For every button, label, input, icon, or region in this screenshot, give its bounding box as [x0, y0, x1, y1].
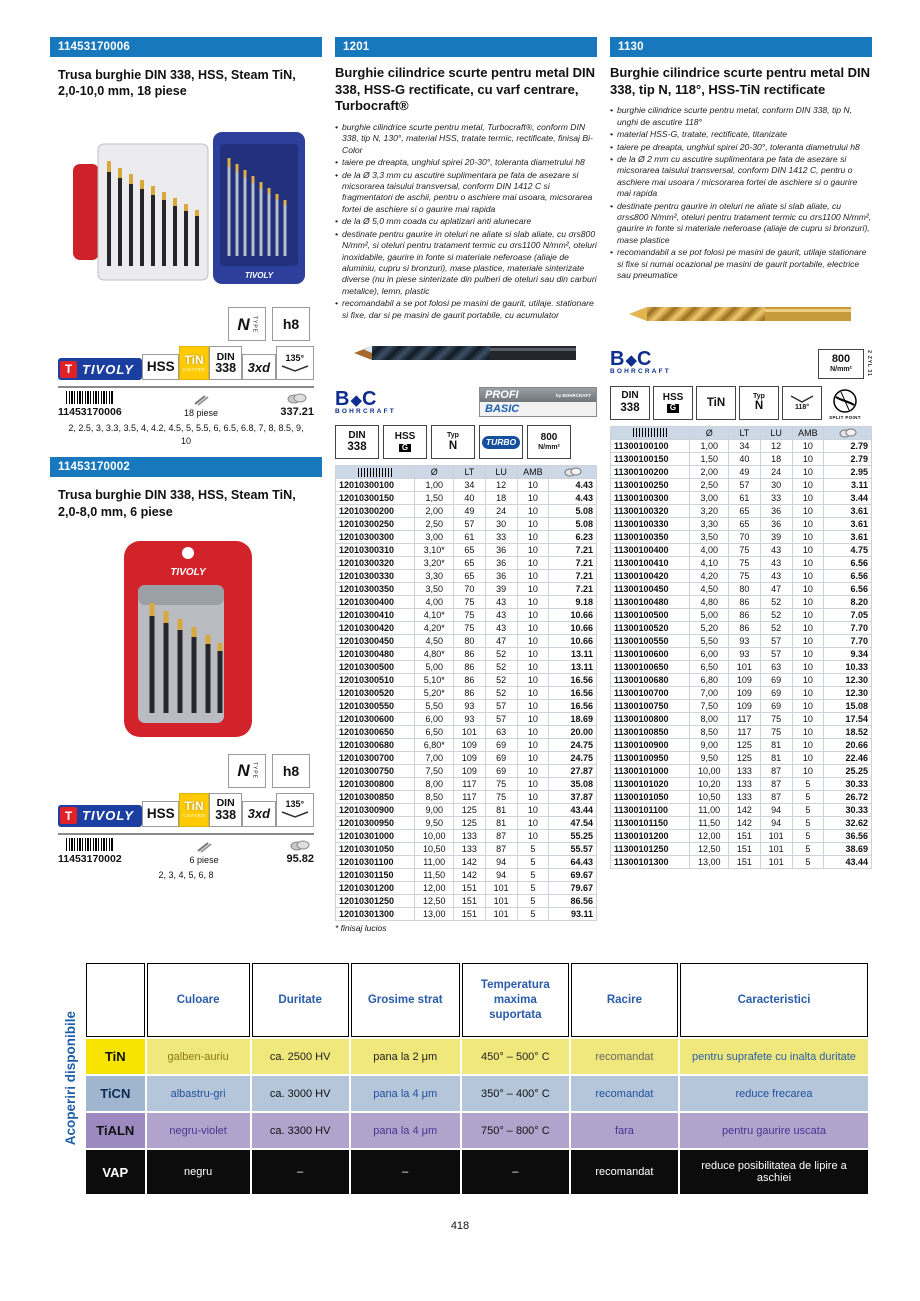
- badge-row-bottom: [58, 346, 314, 380]
- table-row: 12010300200 2,00 49 24 10 5.08: [336, 505, 597, 518]
- table-row: 12010300950 9,50 125 81 10 47.54: [336, 817, 597, 830]
- left-column: [50, 37, 322, 933]
- product-photo-6pc: [58, 524, 314, 752]
- table-row: 12010300100 1,00 34 12 10 4.43: [336, 479, 597, 492]
- barcode-icon: [66, 391, 114, 404]
- bullet-item: • material HSS-G, tratate, rectificate, titanizate: [610, 129, 872, 140]
- table-row: 11300100150 1,50 40 18 10 2.79: [611, 452, 872, 465]
- table-row: 11300100680 6,80 109 69 10 12.30: [611, 673, 872, 686]
- drill-tip-icon: [280, 809, 310, 819]
- col-amb: AMB: [517, 466, 549, 479]
- badge-row-top: [58, 754, 314, 788]
- series-code-bar: [610, 37, 872, 57]
- coatings-table: [84, 961, 870, 1196]
- bohrcraft-logo: B◆C BOHRCRAFT: [610, 348, 671, 376]
- product-title: Trusa burghie DIN 338, HSS, Steam TiN, 2,0-10,0 mm, 18 piese: [58, 68, 296, 99]
- coatings-header-row: [86, 963, 868, 1037]
- drill-bit-image: [346, 331, 586, 375]
- bullet-item: • recomandabil a se pot folosi pe masini de gaurit, utilaje. stationare si fixe, dar si pe masini de gaurit portabile, cu acumulator: [335, 298, 597, 321]
- 3xd-badge: 3xd: [242, 354, 275, 380]
- diamond-icon: ◆: [350, 391, 362, 409]
- h8-tolerance-badge: h8: [272, 754, 310, 788]
- table-row: 12010300600 6,00 93 57 10 18.69: [336, 713, 597, 726]
- table-row: 11300100400 4,00 75 43 10 4.75: [611, 543, 872, 556]
- series-code-bar: [335, 37, 597, 57]
- brand-logos-row: [610, 344, 872, 382]
- bullet-item: • taiere pe dreapta, unghiul spirei 20-30°, toleranta diametrului h8: [335, 157, 597, 168]
- coatings-side-label: Acoperiri disponibile: [62, 1011, 78, 1146]
- table-row: 11300101300 13,00 151 101 5 43.44: [611, 855, 872, 868]
- table-row: 12010301150 11,50 142 94 5 69.67: [336, 869, 597, 882]
- price-value: 337.21: [280, 406, 314, 419]
- bullet-item: • burghie cilindrice scurte pentru metal, conform DIN 338, tip N, unghi de ascutire 118°: [610, 105, 872, 128]
- col-lu: LU: [760, 426, 792, 439]
- series-title: Burghie cilindrice scurte pentru metal DIN 338, tip N, 118°, HSS-TiN rectificate: [610, 65, 871, 97]
- col-diameter: Ø: [690, 426, 729, 439]
- hss-badge: HSS: [142, 801, 179, 827]
- table-row: 12010300250 2,50 57 30 10 5.08: [336, 518, 597, 531]
- coating-row-tialn: TiALN negru-violet ca. 3300 HV pana la 4 μm 750° – 800° C fara pentru gaurire uscata: [86, 1113, 868, 1148]
- product-card-18pc: [50, 37, 322, 447]
- price-coins-icon: [290, 840, 310, 851]
- table-row: 11300100900 9,00 125 81 10 20.66: [611, 738, 872, 751]
- price-value: 95.82: [286, 852, 314, 865]
- header-caracteristici: Caracteristici: [680, 963, 868, 1037]
- table-row: 11300100420 4,20 75 43 10 6.56: [611, 569, 872, 582]
- typ-n-icon: Typ N: [431, 425, 475, 459]
- table-row: 11300100650 6,50 101 63 10 10.33: [611, 660, 872, 673]
- drill-photo: [335, 325, 597, 381]
- diamond-icon: ◆: [625, 352, 637, 370]
- spec-table-header: [336, 466, 597, 479]
- pieces-cell: [184, 394, 218, 418]
- table-row: 11300100500 5,00 86 52 10 7.05: [611, 608, 872, 621]
- table-row: 12010301200 12,00 151 101 5 79.67: [336, 882, 597, 895]
- angle-118-icon: 118°: [782, 386, 822, 420]
- right-column: [610, 37, 872, 933]
- series-code: 1201: [343, 41, 370, 53]
- svg-text:TIVOLY: TIVOLY: [170, 566, 206, 578]
- table-row: 11300100320 3,20 65 36 10 3.61: [611, 504, 872, 517]
- table-row: 12010300420 4,20* 75 43 10 10.66: [336, 622, 597, 635]
- coating-name: TiALN: [86, 1113, 145, 1148]
- tivoly-t-icon: T: [60, 361, 77, 378]
- order-code: 11453170006: [58, 406, 122, 419]
- table-row: 11300101100 11,00 142 94 5 30.33: [611, 803, 872, 816]
- table-row: 11300100250 2,50 57 30 10 3.11: [611, 478, 872, 491]
- series-title: Burghie cilindrice scurte pentru metal DIN 338, HSS-G rectificate, cu varf centrare, Turbocraft®: [335, 65, 596, 114]
- table-row: 12010300410 4,10* 75 43 10 10.66: [336, 609, 597, 622]
- table-row: 12010300500 5,00 86 52 10 13.11: [336, 661, 597, 674]
- drill-photo: [610, 286, 872, 342]
- tin-coated-badge: TiN COATED: [179, 346, 209, 380]
- table-row: 11300101250 12,50 151 101 5 38.69: [611, 842, 872, 855]
- tivoly-logo: [58, 805, 142, 827]
- tensile-badge-row: [818, 349, 872, 379]
- tin-icon: TiN: [696, 386, 736, 420]
- point-angle-badge: 135°: [276, 793, 314, 827]
- table-row: 12010300850 8,50 117 75 10 37.87: [336, 791, 597, 804]
- bullet-item: • recomandabil a se pot folosi pe masini de gaurit, utilaje stationare si fixe si numai ocazional pe masini de gaurit portabile, electrice sau pneumatice: [610, 247, 872, 281]
- table-row: 11300100200 2,00 49 24 10 2.95: [611, 465, 872, 478]
- table-row: 11300100300 3,00 61 33 10 3.44: [611, 491, 872, 504]
- sizes-list: 2, 3, 4, 5, 6, 8: [158, 869, 214, 880]
- col-lt: LT: [729, 426, 761, 439]
- bullet-item: • de la Ø 5,0 mm coada cu aplatizari anti alunecare: [335, 216, 597, 227]
- din-338-badge: DIN 338: [209, 793, 242, 827]
- spec-icons-row: [335, 425, 597, 459]
- table-row: 12010300750 7,50 109 69 10 27.87: [336, 765, 597, 778]
- table-row: 12010300320 3,20* 65 36 10 7.21: [336, 557, 597, 570]
- table-row: 12010300520 5,20* 86 52 10 16.56: [336, 687, 597, 700]
- table-row: 11300100330 3,30 65 36 10 3.61: [611, 517, 872, 530]
- coating-name: VAP: [86, 1150, 145, 1194]
- bullet-item: • taiere pe dreapta, unghiul spirei 20-30°, toleranta diametrului h8: [610, 142, 872, 153]
- tivoly-wordmark: TIVOLY: [82, 361, 134, 377]
- coating-row-vap: VAP negru – – – recomandat reduce posibilitatea de lipire a aschiei: [86, 1150, 868, 1194]
- badge-row-top: [58, 307, 314, 341]
- profi-basic-logo: PROFI by BOHRCRAFT BASIC: [479, 387, 597, 417]
- price-coins-icon: [564, 467, 582, 477]
- spec-table-header: [611, 426, 872, 439]
- product-code: 11453170002: [58, 461, 130, 474]
- table-row: 12010300510 5,10* 86 52 10 16.56: [336, 674, 597, 687]
- badge-row-bottom: [58, 793, 314, 827]
- sizes-list: 2, 2.5, 3, 3.3, 3.5, 4, 4.2, 4.5, 5, 5.5, 6, 6.5, 6.8, 7, 8, 8.5, 9, 10: [68, 423, 304, 446]
- product-card-6pc: [50, 457, 322, 881]
- table-row: 11300100850 8,50 117 75 10 18.52: [611, 725, 872, 738]
- order-code-cell: [58, 391, 122, 418]
- pieces-cell: [190, 841, 219, 865]
- table-row: 11300100520 5,20 86 52 10 7.70: [611, 621, 872, 634]
- table-row: 12010301250 12,50 151 101 5 86.56: [336, 895, 597, 908]
- coating-name: TiCN: [86, 1076, 145, 1111]
- din-338-icon: DIN 338: [335, 425, 379, 459]
- page-number: 418: [450, 1220, 470, 1233]
- tin-coated-badge: TiN COATED: [179, 793, 209, 827]
- drill-set-image: [61, 106, 311, 302]
- hss-badge: HSS: [142, 354, 179, 380]
- table-row: 12010300350 3,50 70 39 10 7.21: [336, 583, 597, 596]
- tivoly-wordmark: TIVOLY: [82, 808, 134, 824]
- header-grosime: Grosime strat: [351, 963, 460, 1037]
- price-cell: [286, 840, 314, 865]
- table-row: 12010300330 3,30 65 36 10 7.21: [336, 570, 597, 583]
- table-row: 11300101000 10,00 133 87 10 25.25: [611, 764, 872, 777]
- n-type-badge: N TYPE: [228, 754, 266, 788]
- bits-icon: [196, 841, 212, 853]
- table-row: 12010300650 6,50 101 63 10 20.00: [336, 726, 597, 739]
- feature-bullets: [610, 105, 872, 281]
- tensile-800-icon: 800 N/mm²: [527, 425, 571, 459]
- table-row: 12010301100 11,00 142 94 5 64.43: [336, 856, 597, 869]
- coatings-header-empty: [86, 963, 145, 1037]
- order-code-cell: [58, 838, 122, 865]
- din-338-badge: DIN 338: [209, 346, 242, 380]
- table-row: 12010300310 3,10* 65 36 10 7.21: [336, 544, 597, 557]
- bullet-item: • de la Ø 2 mm cu ascutire suplimentara pe fata de asezare si micsorarea taisului transversal, conform DIN 1412 C, pentru o aschiere mai usoara / micsorarea fortei de aschiere si o gaurire mai rapida: [610, 154, 872, 200]
- point-angle-badge: 135°: [276, 346, 314, 380]
- coating-row-ticn: TiCN albastru-gri ca. 3000 HV pana la 4 μm 350° – 400° C recomandat reduce frecarea: [86, 1076, 868, 1111]
- middle-column: [335, 37, 597, 933]
- price-cell: [280, 393, 314, 418]
- brand-logos-row: [335, 383, 597, 421]
- order-info-row: [58, 833, 314, 865]
- pieces-count: 18 piese: [183, 408, 219, 419]
- table-row: 11300100950 9,50 125 81 10 22.46: [611, 751, 872, 764]
- turbo-icon: TURBO: [479, 425, 523, 459]
- n-type-letter: N: [237, 314, 250, 334]
- drill-tip-icon: [280, 363, 310, 373]
- bullet-item: • de la Ø 3,3 mm cu ascutire suplimentara pe fata de asezare si micsorarea taisului transversal, conform DIN 1412 C si fragmentatori de aschii, pentru o aschiere mai usoara, micsorarea fortei de aschiere si o gaurire mai rapida: [335, 170, 597, 216]
- drill-bit-image: [621, 292, 861, 336]
- spec-table: [610, 426, 872, 869]
- product-code-bar: [50, 457, 322, 477]
- coatings-section: [56, 961, 870, 1196]
- table-row: 12010300550 5,50 93 57 10 16.56: [336, 700, 597, 713]
- table-row: 12010301300 13,00 151 101 5 93.11: [336, 908, 597, 921]
- barcode-icon: [358, 468, 392, 477]
- table-row: 11300100480 4,80 86 52 10 8.20: [611, 595, 872, 608]
- product-code: 11453170006: [58, 41, 130, 53]
- table-footnote: * finisaj lucios: [335, 923, 387, 934]
- order-code: 11453170002: [58, 852, 122, 865]
- barcode-icon: [633, 428, 667, 437]
- tensile-800-icon: 800 N/mm²: [818, 349, 864, 379]
- drill-case-image: [76, 527, 296, 749]
- table-row: 12010300450 4,50 80 47 10 10.66: [336, 635, 597, 648]
- series-code: 1130: [618, 41, 644, 53]
- price-coins-icon: [287, 393, 307, 404]
- product-title: Trusa burghie DIN 338, HSS, Steam TiN, 2,0-8,0 mm, 6 piese: [58, 488, 296, 519]
- col-diameter: Ø: [415, 466, 454, 479]
- table-row: 11300100410 4,10 75 43 10 6.56: [611, 556, 872, 569]
- din-338-icon: DIN 338: [610, 386, 650, 420]
- hss-g-icon: HSS G: [383, 425, 427, 459]
- header-duritate: Duritate: [252, 963, 349, 1037]
- product-photo-18pc: [58, 103, 314, 305]
- spec-icons-row: [610, 386, 872, 420]
- table-row: 12010300680 6,80* 109 69 10 24.75: [336, 739, 597, 752]
- table-row: 11300100550 5,50 93 57 10 7.70: [611, 634, 872, 647]
- 3xd-badge: 3xd: [242, 801, 275, 827]
- table-row: 12010300800 8,00 117 75 10 35.08: [336, 778, 597, 791]
- table-row: 11300100350 3,50 70 39 10 3.61: [611, 530, 872, 543]
- table-row: 11300100800 8,00 117 75 10 17.54: [611, 712, 872, 725]
- bullet-item: • burghie cilindrice scurte pentru metal, Turbocraft®, conform DIN 338, tip N, 130°, material HSS, tratate termic, rectificate, finisaj Bi-Color: [335, 122, 597, 156]
- barcode-icon: [66, 838, 114, 851]
- header-culoare: Culoare: [147, 963, 250, 1037]
- price-coins-icon: [839, 428, 857, 438]
- order-info-row: [58, 386, 314, 418]
- table-row: 11300101050 10,50 133 87 5 26.72: [611, 790, 872, 803]
- bohrcraft-logo: B◆C BOHRCRAFT: [335, 387, 396, 415]
- bullet-item: • destinate pentru gaurire in oteluri ne aliate si slab aliate, cu σrs≤800 N/mm², oteluri pentru tratament termic cu σrs1100 N/mm², gaurire in fonte si materiale neferoase (aliaje de cupru si bronzuri), mase plastice: [610, 201, 872, 247]
- coating-name: TiN: [86, 1039, 145, 1074]
- table-row: 11300100750 7,50 109 69 10 15.08: [611, 699, 872, 712]
- header-temperatura: Temperatura maxima suportata: [462, 963, 569, 1037]
- table-row: 11300101150 11,50 142 94 5 32.62: [611, 816, 872, 829]
- table-row: 12010300400 4,00 75 43 10 9.18: [336, 596, 597, 609]
- col-amb: AMB: [792, 426, 824, 439]
- pieces-count: 6 piese: [189, 854, 219, 865]
- table-row: 11300101200 12,00 151 101 5 36.56: [611, 829, 872, 842]
- svg-text:TIVOLY: TIVOLY: [244, 271, 274, 281]
- table-row: 11300100450 4,50 80 47 10 6.56: [611, 582, 872, 595]
- zyl-mark: 2 ZYL 31: [866, 350, 872, 377]
- col-lu: LU: [485, 466, 517, 479]
- table-row: 12010300900 9,00 125 81 10 43.44: [336, 804, 597, 817]
- n-type-badge: [228, 307, 266, 341]
- table-row: 11300100700 7,00 109 69 10 12.30: [611, 686, 872, 699]
- table-row: 12010301050 10,50 133 87 5 55.57: [336, 843, 597, 856]
- h8-tolerance-badge: h8: [272, 307, 310, 341]
- product-code-bar: [50, 37, 322, 57]
- split-point-icon: SPLIT POINT: [825, 388, 865, 420]
- col-lt: LT: [454, 466, 486, 479]
- table-row: 12010300700 7,00 109 69 10 24.75: [336, 752, 597, 765]
- header-racire: Racire: [571, 963, 678, 1037]
- tivoly-t-icon: T: [60, 807, 77, 824]
- spec-table: [335, 465, 597, 921]
- bullet-item: • destinate pentru gaurire in oteluri ne aliate si slab aliate, cu σrs800 N/mm², si oteluri pentru tratament termic cu σrs1100 N/mm², oteluri inoxidabile, gaurire in fonte si materiale neferoase (aliaje de aluminiu, cupru si bronzuri), mase plastice, materiale sinterizate diverse (nu in piese sinterizate din pulberi de oteluri sau din carburi metalice), lemn, plastic: [335, 229, 597, 298]
- table-row: 12010301000 10,00 133 87 10 55.25: [336, 830, 597, 843]
- table-row: 12010300480 4,80* 86 52 10 13.11: [336, 648, 597, 661]
- table-row: 11300101020 10,20 133 87 5 30.33: [611, 777, 872, 790]
- typ-n-icon: Typ N: [739, 386, 779, 420]
- hss-g-icon: HSS G: [653, 386, 693, 420]
- table-row: 12010300300 3,00 61 33 10 6.23: [336, 531, 597, 544]
- n-type-sub: TYPE: [251, 315, 258, 333]
- bits-icon: [193, 394, 209, 406]
- tivoly-logo: [58, 358, 142, 380]
- table-row: 11300100600 6,00 93 57 10 9.34: [611, 647, 872, 660]
- table-row: 12010300150 1,50 40 18 10 4.43: [336, 492, 597, 505]
- feature-bullets: [335, 122, 597, 321]
- drill-tip-icon: [789, 394, 815, 404]
- table-row: 11300100100 1,00 34 12 10 2.79: [611, 439, 872, 452]
- coating-row-tin: TiN galben-auriu ca. 2500 HV pana la 2 μm 450° – 500° C recomandat pentru suprafete cu inalta duritate: [86, 1039, 868, 1074]
